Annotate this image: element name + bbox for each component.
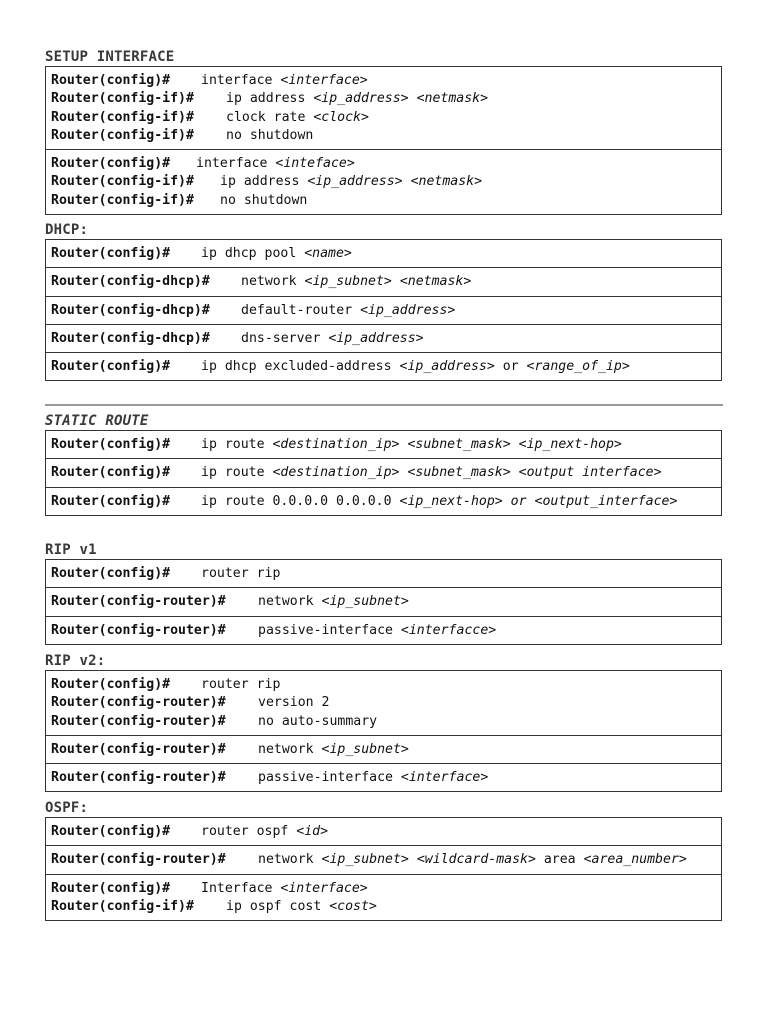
cli-command xyxy=(258,852,687,867)
command-box xyxy=(45,588,722,616)
command-line xyxy=(51,741,721,759)
command-keyword: interface xyxy=(201,73,281,88)
cli-command xyxy=(220,193,307,208)
command-keyword: area xyxy=(535,852,584,868)
cli-command xyxy=(241,331,424,346)
command-parameter: <cost> xyxy=(329,898,377,914)
command-keyword: ip route 0.0.0.0 0.0.0.0 xyxy=(201,493,400,509)
command-line xyxy=(51,192,721,210)
cli-command xyxy=(258,695,329,710)
command-parameter: <netmask> xyxy=(399,274,472,290)
command-keyword: no shutdown xyxy=(220,192,308,208)
command-line xyxy=(51,464,721,482)
command-line xyxy=(51,245,721,263)
command-parameter: <range_of_ip> xyxy=(526,359,630,375)
section-heading: OSPF: xyxy=(45,800,89,816)
command-line xyxy=(51,769,721,787)
cli-prompt: Router(config)# xyxy=(51,73,171,88)
command-parameter: <destination_ip> xyxy=(272,465,400,481)
cli-command xyxy=(258,714,377,729)
command-parameter: <ip_address> xyxy=(313,91,409,107)
command-keyword: network xyxy=(258,594,322,610)
command-keyword xyxy=(511,437,519,452)
command-keyword xyxy=(409,91,417,106)
command-line xyxy=(51,358,721,376)
command-keyword xyxy=(503,494,511,509)
cli-prompt: Router(config)# xyxy=(51,359,171,375)
command-keyword: ip address xyxy=(226,91,314,107)
section-heading: STATIC ROUTE xyxy=(45,413,149,429)
command-parameter: <ip_subnet> xyxy=(304,274,392,290)
command-parameter: <id> xyxy=(296,824,329,839)
command-keyword: passive-interface xyxy=(258,770,401,786)
section-setup-interface xyxy=(45,48,722,215)
command-keyword: passive-interface xyxy=(258,622,401,638)
command-parameter: <interfacce> xyxy=(400,622,497,638)
command-keyword: router rip xyxy=(201,677,281,692)
command-keyword: version 2 xyxy=(258,695,330,711)
command-parameter: <netmask> xyxy=(416,91,489,107)
command-keyword xyxy=(403,174,411,189)
command-line xyxy=(51,493,721,511)
command-box xyxy=(45,297,722,325)
command-line xyxy=(51,90,721,108)
section-heading: RIP v1 xyxy=(45,542,97,558)
command-box xyxy=(45,239,722,268)
cli-prompt: Router(config-if)# xyxy=(51,127,194,143)
section-ospf xyxy=(45,799,722,921)
command-keyword: network xyxy=(258,852,322,868)
cli-command xyxy=(201,465,662,480)
command-parameter: <subnet_mask> xyxy=(407,437,511,452)
cli-command xyxy=(220,174,482,189)
command-keyword: network xyxy=(258,741,322,757)
command-box xyxy=(45,150,722,215)
command-parameter: <ip_next-hop> xyxy=(399,493,503,509)
command-keyword: no shutdown xyxy=(226,127,314,143)
command-parameter: <ip_address> xyxy=(328,330,424,346)
command-parameter: <clock> xyxy=(313,109,369,125)
cli-prompt: Router(config-router)# xyxy=(51,741,226,757)
section-static-route xyxy=(45,412,722,516)
command-box xyxy=(45,875,722,922)
cli-prompt: Router(config-router)# xyxy=(51,770,226,786)
cli-command xyxy=(226,91,488,106)
command-box xyxy=(45,764,722,792)
command-keyword xyxy=(392,274,400,289)
command-line xyxy=(51,713,721,731)
command-line xyxy=(51,676,721,694)
command-box xyxy=(45,268,722,296)
command-box xyxy=(45,846,722,874)
cli-prompt: Router(config-router)# xyxy=(51,594,226,610)
cli-command xyxy=(201,494,677,509)
cli-command xyxy=(196,156,355,171)
command-keyword: ip address xyxy=(220,174,308,190)
command-parameter: <subnet_mask> xyxy=(407,465,511,481)
command-parameter: <interface> xyxy=(400,770,489,786)
command-parameter: <inteface> xyxy=(275,156,355,172)
command-keyword: no auto-summary xyxy=(258,713,378,729)
command-keyword: or xyxy=(494,359,527,375)
cli-command xyxy=(226,899,377,914)
command-keyword: ip ospf cost xyxy=(226,898,330,914)
cli-prompt: Router(config-if)# xyxy=(51,91,194,107)
cli-command xyxy=(241,274,471,289)
command-line xyxy=(51,109,721,127)
command-box xyxy=(45,670,722,736)
command-line xyxy=(51,436,721,454)
cli-command xyxy=(201,73,368,88)
command-parameter: <destination_ip> xyxy=(272,437,400,452)
command-line xyxy=(51,72,721,90)
command-box xyxy=(45,325,722,353)
command-line xyxy=(51,155,721,173)
command-keyword: dns-server xyxy=(241,330,329,346)
command-line xyxy=(51,898,721,916)
command-line xyxy=(51,622,721,640)
command-parameter: <output_interface> xyxy=(534,493,678,509)
command-parameter: <wildcard-mask> xyxy=(416,852,536,868)
command-box xyxy=(45,353,722,381)
command-parameter: <ip_next-hop> xyxy=(518,437,622,452)
cli-command xyxy=(201,359,630,374)
cli-command xyxy=(201,246,352,261)
command-parameter: <ip_address> xyxy=(399,359,495,375)
command-box xyxy=(45,66,722,150)
cli-prompt: Router(config)# xyxy=(51,246,171,261)
command-keyword xyxy=(409,852,417,867)
cli-command xyxy=(226,128,313,143)
cli-prompt: Router(config-dhcp)# xyxy=(51,302,210,318)
command-line xyxy=(51,565,721,583)
command-parameter: <ip_subnet> xyxy=(321,594,409,610)
cli-command xyxy=(201,677,280,692)
command-line xyxy=(51,302,721,320)
command-keyword xyxy=(511,465,519,480)
command-keyword: network xyxy=(241,274,305,290)
cli-prompt: Router(config-if)# xyxy=(51,109,194,125)
cli-command xyxy=(201,566,280,581)
cli-prompt: Router(config)# xyxy=(51,677,171,692)
command-parameter: or xyxy=(510,493,527,509)
cli-prompt: Router(config-router)# xyxy=(51,695,226,711)
cli-command xyxy=(201,824,328,839)
command-parameter: <interface> xyxy=(280,73,368,88)
section-heading: SETUP INTERFACE xyxy=(45,49,175,65)
section-dhcp xyxy=(45,221,722,381)
command-line xyxy=(51,823,721,841)
command-parameter: <ip_subnet> xyxy=(321,741,409,757)
command-keyword: ip dhcp excluded-address xyxy=(201,359,400,375)
command-box xyxy=(45,817,722,846)
command-keyword: default-router xyxy=(241,302,361,318)
command-keyword: ip route xyxy=(201,465,273,481)
cli-prompt: Router(config-router)# xyxy=(51,713,226,729)
cli-prompt: Router(config)# xyxy=(51,493,171,509)
command-line xyxy=(51,173,721,191)
cli-prompt: Router(config)# xyxy=(51,437,171,452)
cli-prompt: Router(config-router)# xyxy=(51,622,226,638)
command-parameter: <ip_address> xyxy=(360,302,456,318)
cli-prompt: Router(config-if)# xyxy=(51,192,194,208)
command-line xyxy=(51,330,721,348)
command-keyword: router ospf xyxy=(201,824,297,839)
cli-prompt: Router(config-dhcp)# xyxy=(51,330,210,346)
cli-command xyxy=(258,623,496,638)
cli-command xyxy=(258,742,409,757)
command-parameter: <ip_subnet> xyxy=(321,852,409,868)
cli-prompt: Router(config-if)# xyxy=(51,898,194,914)
command-line xyxy=(51,593,721,611)
command-keyword: interface xyxy=(196,156,276,172)
command-parameter: <output interface> xyxy=(518,465,662,481)
cli-prompt: Router(config-dhcp)# xyxy=(51,274,210,290)
cli-prompt: Router(config-router)# xyxy=(51,852,226,868)
cli-prompt: Router(config)# xyxy=(51,824,171,839)
cli-command xyxy=(241,303,455,318)
command-parameter: <netmask> xyxy=(410,174,483,190)
command-box xyxy=(45,430,722,459)
command-keyword: clock rate xyxy=(226,109,314,125)
cli-command xyxy=(258,770,488,785)
cli-prompt: Router(config)# xyxy=(51,465,171,481)
cli-prompt: Router(config)# xyxy=(51,566,171,581)
command-box xyxy=(45,559,722,588)
command-box xyxy=(45,617,722,645)
command-parameter: <name> xyxy=(304,246,352,261)
section-rip-v2 xyxy=(45,652,722,792)
cli-command xyxy=(226,110,369,125)
section-rip-v1 xyxy=(45,541,722,645)
command-line xyxy=(51,273,721,291)
command-keyword: ip route xyxy=(201,437,273,452)
cli-prompt: Router(config-if)# xyxy=(51,174,194,190)
command-line xyxy=(51,694,721,712)
cli-command xyxy=(258,594,409,609)
section-heading: RIP v2: xyxy=(45,653,106,669)
command-parameter: <area_number> xyxy=(583,852,687,868)
command-parameter: <ip_address> xyxy=(307,174,403,190)
command-box xyxy=(45,488,722,516)
command-keyword: ip dhcp pool xyxy=(201,246,305,261)
cli-prompt: Router(config)# xyxy=(51,880,171,896)
command-keyword: Interface xyxy=(201,880,281,896)
command-box xyxy=(45,459,722,487)
cli-command xyxy=(201,881,368,896)
command-keyword: router rip xyxy=(201,566,281,581)
command-keyword xyxy=(527,494,535,509)
section-heading: DHCP: xyxy=(45,222,89,238)
command-line xyxy=(51,880,721,898)
command-box xyxy=(45,736,722,764)
command-line xyxy=(51,127,721,145)
cli-prompt: Router(config)# xyxy=(51,156,171,172)
command-line xyxy=(51,851,721,869)
section-divider xyxy=(45,404,723,406)
cli-command xyxy=(201,437,622,452)
command-parameter: <interface> xyxy=(280,880,368,896)
